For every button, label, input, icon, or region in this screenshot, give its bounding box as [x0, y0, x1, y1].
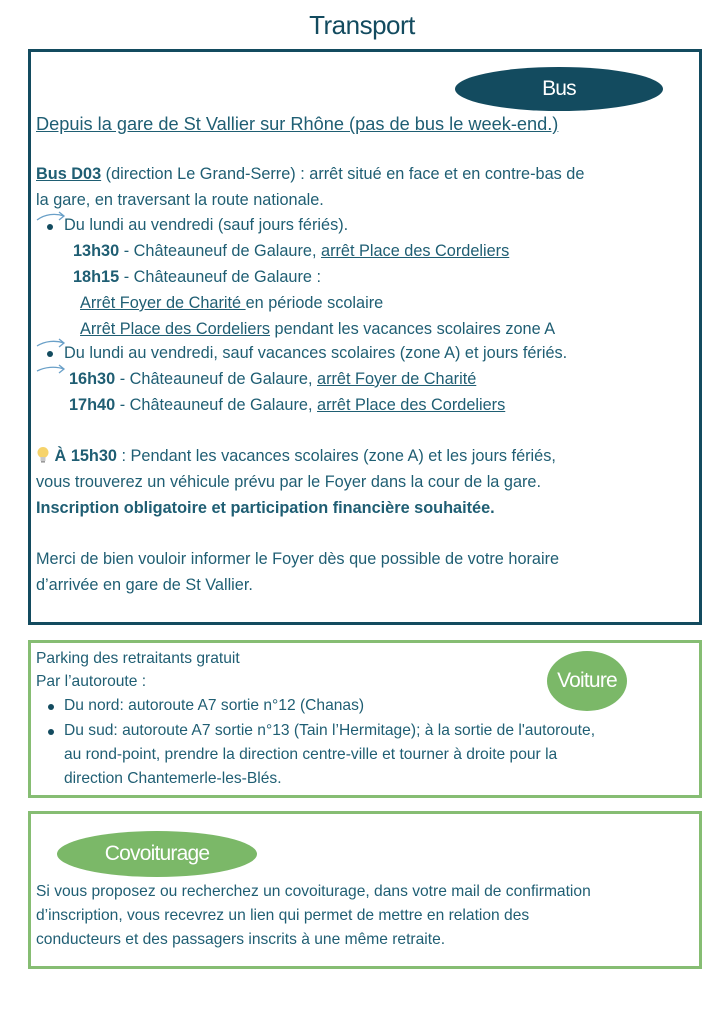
carpool-line-2: d’inscription, vous recevrez un lien qui permet de mettre en relation des — [36, 907, 530, 924]
bus-note: À 15h30 : Pendant les vacances scolaires (zone A) et les jours fériés, — [36, 444, 556, 470]
bus-period-1: Du lundi au vendredi (sauf jours fériés). — [64, 216, 349, 234]
stop-link[interactable]: arrêt Foyer de Charité — [317, 370, 477, 388]
arrow-icon — [35, 210, 67, 224]
car-south-1: Du sud: autoroute A7 sortie n°13 (Tain l’Hermitage); à la sortie de l'autoroute, — [64, 722, 596, 739]
car-south-3: direction Chantemerle-les-Blés. — [64, 770, 282, 787]
arrow-icon — [35, 362, 67, 376]
carpool-badge: Covoiturage — [57, 831, 257, 877]
bus-line-intro: Bus D03 (direction Le Grand-Serre) : arrêt situé en face et en contre-bas de — [36, 165, 585, 183]
car-north: Du nord: autoroute A7 sortie n°12 (Chanas) — [64, 697, 365, 714]
bus-note-2: vous trouverez un véhicule prévu par le Foyer dans la cour de la gare. — [36, 473, 541, 491]
bus-time-row: 13h30 - Châteauneuf de Galaure, arrêt Place des Cordeliers — [73, 242, 510, 260]
stop-link[interactable]: arrêt Place des Cordeliers — [317, 396, 506, 414]
bus-stop-row: Arrêt Place des Cordeliers pendant les vacances scolaires zone A — [80, 320, 556, 338]
bus-stop-row: Arrêt Foyer de Charité en période scolaire — [80, 294, 384, 312]
bullet-icon — [47, 224, 53, 230]
carpool-line-1: Si vous proposez ou recherchez un covoiturage, dans votre mail de confirmation — [36, 883, 591, 900]
stop-link[interactable]: arrêt Place des Cordeliers — [321, 242, 510, 260]
car-badge: Voiture — [547, 651, 627, 711]
lightbulb-icon — [36, 446, 50, 464]
bus-time-row: 18h15 - Châteauneuf de Galaure : — [73, 268, 322, 286]
stop-link[interactable]: Arrêt Place des Cordeliers — [80, 320, 271, 338]
bullet-icon — [47, 351, 53, 357]
bus-thanks: Merci de bien vouloir informer le Foyer dès que possible de votre horaire — [36, 550, 560, 568]
bus-thanks-2: d’arrivée en gare de St Vallier. — [36, 576, 253, 594]
car-section — [28, 640, 702, 798]
bus-time-row: 17h40 - Châteauneuf de Galaure, arrêt Place des Cordeliers — [69, 396, 506, 414]
car-line-1: Parking des retraitants gratuit — [36, 650, 240, 667]
carpool-section — [28, 811, 702, 969]
bus-heading: Depuis la gare de St Vallier sur Rhône (pas de bus le week-end.) — [36, 114, 559, 134]
bullet-icon — [48, 729, 54, 735]
stop-link[interactable]: Arrêt Foyer de Charité — [80, 294, 246, 312]
page-title: Transport — [309, 10, 415, 40]
car-south-2: au rond-point, prendre la direction centre-ville et tourner à droite pour la — [64, 746, 558, 763]
bus-note-bold: Inscription obligatoire et participation financière souhaitée. — [36, 499, 495, 517]
carpool-line-3: conducteurs et des passagers inscrits à une même retraite. — [36, 931, 446, 948]
bus-section — [28, 49, 702, 625]
bus-badge: Bus — [455, 67, 663, 111]
bullet-icon — [48, 704, 54, 710]
bus-line-intro-2: la gare, en traversant la route nationale. — [36, 191, 324, 209]
bus-period-2: Du lundi au vendredi, sauf vacances scolaires (zone A) et jours fériés. — [64, 344, 568, 362]
arrow-icon — [35, 337, 67, 351]
bus-line-name[interactable]: Bus D03 — [36, 165, 102, 183]
car-line-2: Par l’autoroute : — [36, 673, 147, 690]
bus-time-row: 16h30 - Châteauneuf de Galaure, arrêt Foyer de Charité — [69, 370, 477, 388]
